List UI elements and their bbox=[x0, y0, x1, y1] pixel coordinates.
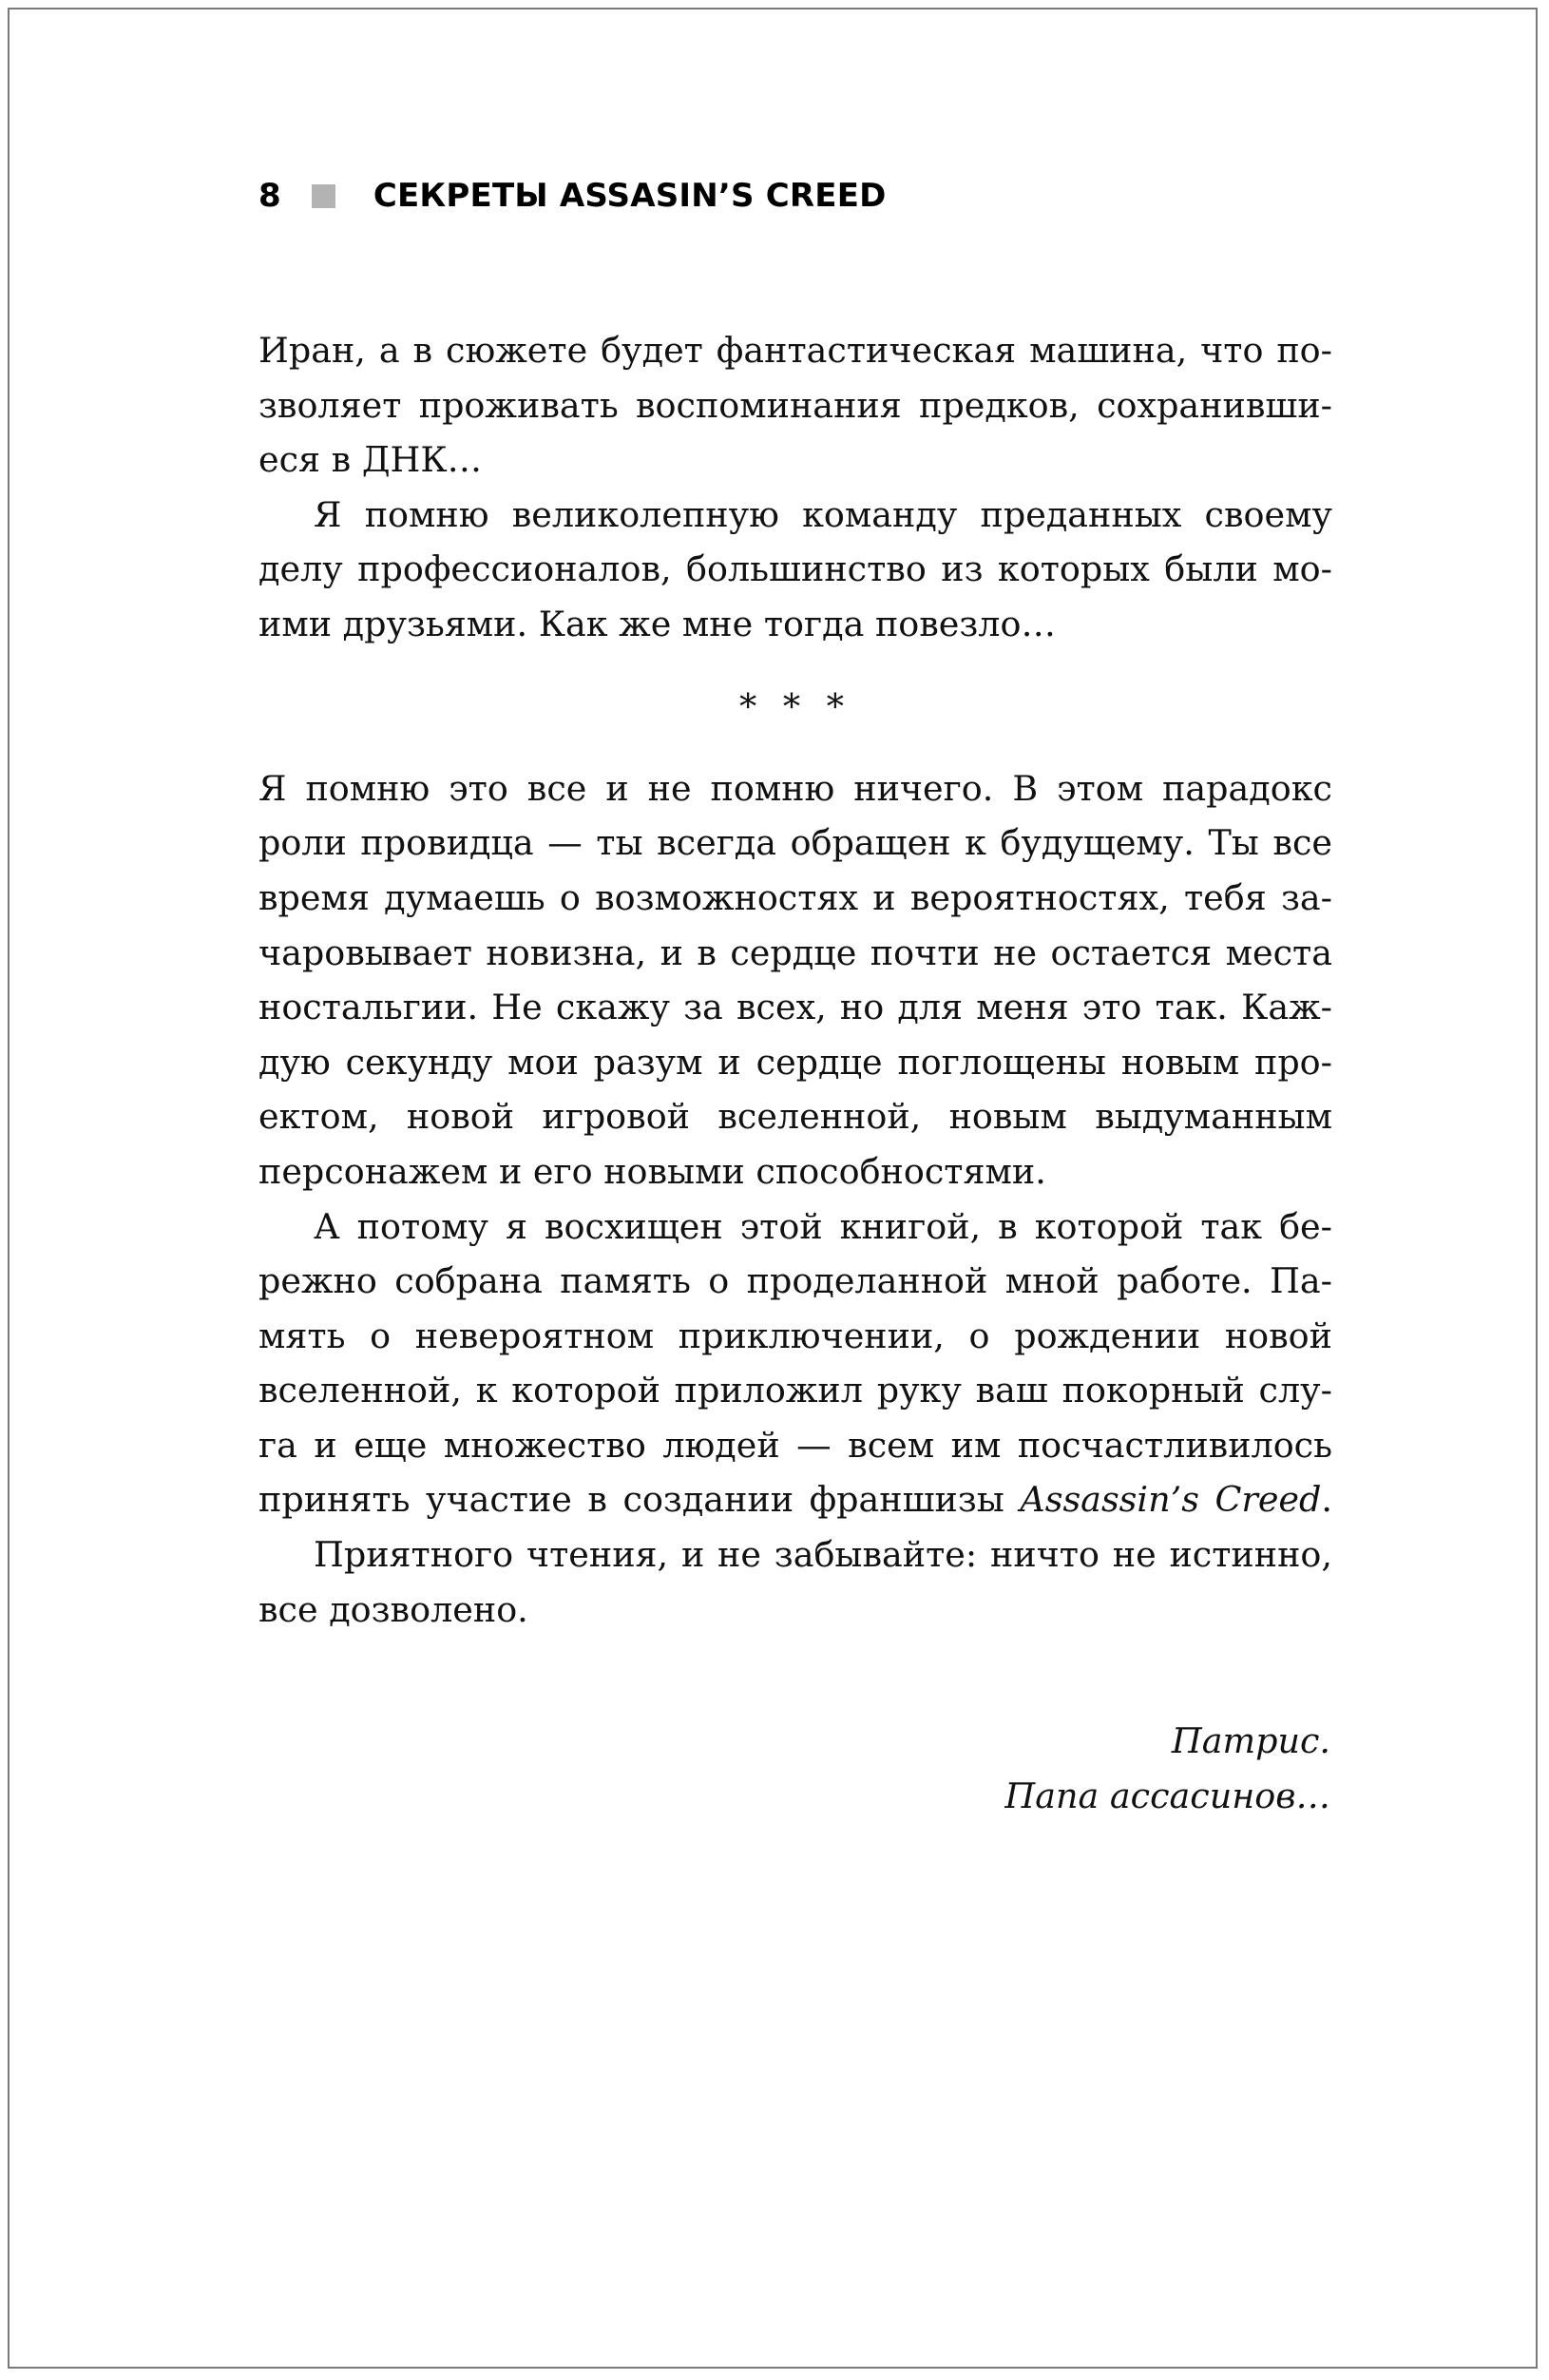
text-line: еся в ДНК… bbox=[258, 439, 483, 481]
text-line: режно собрана память о проделанной мной работе. Па- bbox=[258, 1260, 1332, 1302]
text-line: дую секунду мои разум и сердце поглощены новым про- bbox=[258, 1041, 1332, 1083]
text-line: мять о невероятном приключении, о рождении новой bbox=[258, 1315, 1332, 1356]
square-bullet-icon bbox=[312, 184, 335, 208]
text-line: чаровывает новизна, и в сердце почти не остается места bbox=[258, 931, 1332, 973]
franchise-title: Assassin’s Creed bbox=[1020, 1479, 1322, 1521]
text-line: Я помню это все и не помню ничего. В этом парадокс bbox=[258, 767, 1332, 809]
text-line: ими друзьями. Как же мне тогда повезло… bbox=[258, 603, 1056, 644]
text-line: Иран, а в сюжете будет фантастическая машина, что по- bbox=[258, 330, 1332, 371]
text-line: ностальгии. Не скажу за всех, но для меня это так. Каж- bbox=[258, 987, 1332, 1028]
signature-name: Патрис. bbox=[1171, 1720, 1330, 1761]
text-line: вселенной, к которой приложил руку ваш покорный слу- bbox=[258, 1370, 1332, 1411]
text-line: роли провидца — ты всегда обращен к будущему. Ты все bbox=[258, 822, 1332, 864]
text-line: персонажем и его новыми способностями. bbox=[258, 1150, 1046, 1192]
text-line: А потому я восхищен этой книгой, в которой так бе- bbox=[314, 1205, 1332, 1247]
signature-title: Папа ассасинов… bbox=[1004, 1775, 1330, 1816]
running-header bbox=[258, 171, 887, 221]
text-line: зволяет проживать воспоминания предков, сохранивши- bbox=[258, 384, 1332, 426]
section-separator: * * * bbox=[739, 685, 851, 727]
text-line: Приятного чтения, и не забывайте: ничто не истинно, bbox=[314, 1534, 1332, 1576]
text-segment: . bbox=[1321, 1479, 1332, 1521]
body-text bbox=[258, 323, 1332, 1637]
text-line: делу профессионалов, большинство из которых были мо- bbox=[258, 548, 1332, 590]
text-line: время думаешь о возможностях и вероятностях, тебя за- bbox=[258, 876, 1332, 918]
page-number: 8 bbox=[258, 177, 281, 215]
signature bbox=[1004, 1714, 1330, 1823]
text-line: га и еще множество людей — всем им посчастливилось bbox=[258, 1424, 1332, 1466]
text-line: Я помню великолепную команду преданных своему bbox=[314, 493, 1332, 535]
text-line: все дозволено. bbox=[258, 1588, 528, 1630]
running-title: СЕКРЕТЫ ASSASIN’S CREED bbox=[373, 177, 887, 215]
text-line bbox=[258, 1472, 1332, 1527]
text-line: ектом, новой игровой вселенной, новым выдуманным bbox=[258, 1096, 1332, 1138]
text-segment: принять участие в создании франшизы bbox=[258, 1479, 1021, 1521]
